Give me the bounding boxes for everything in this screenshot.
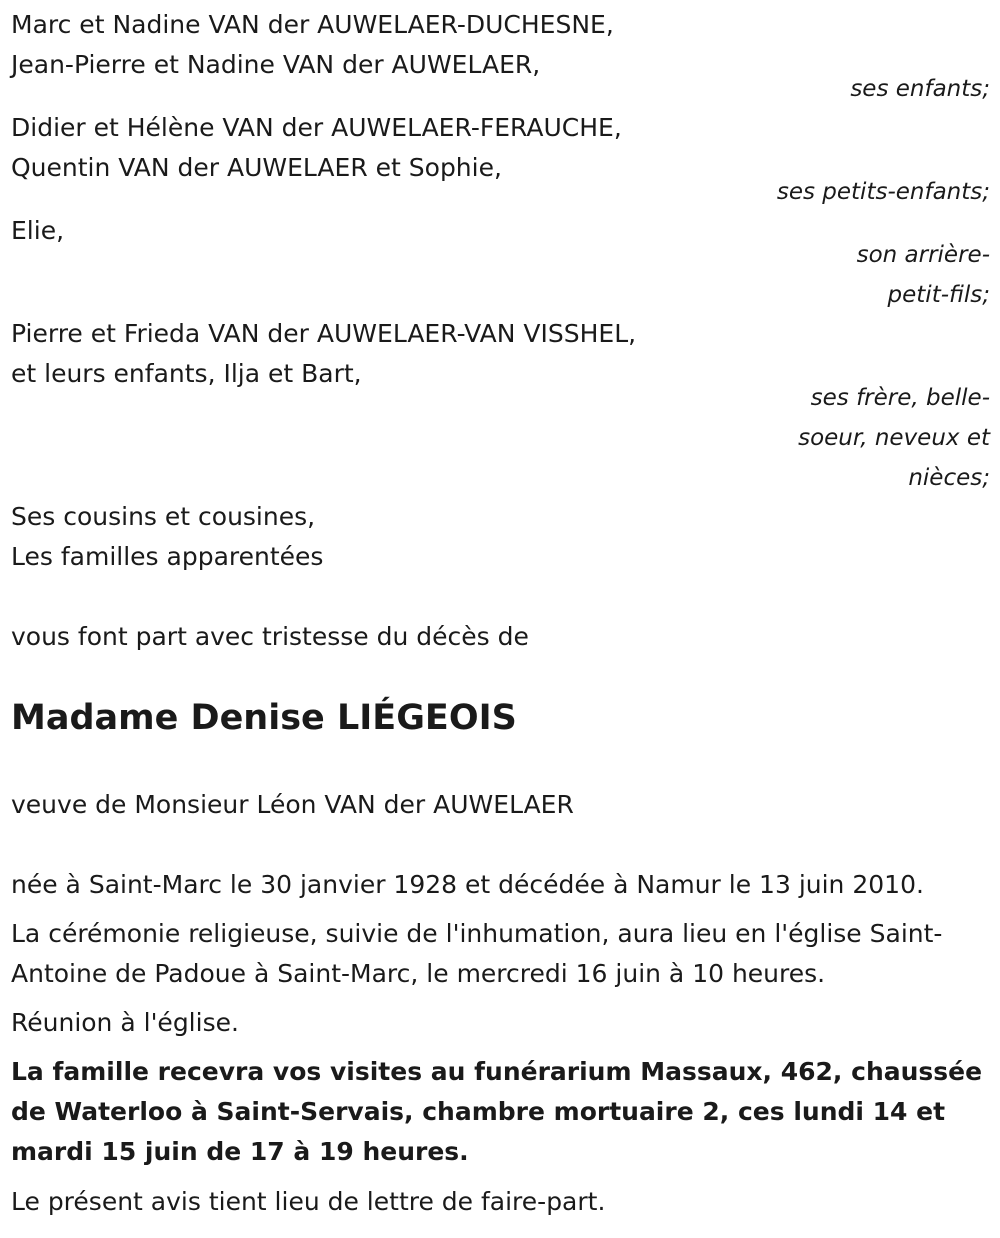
family-line: Quentin VAN der AUWELAER et Sophie, (11, 153, 502, 182)
family-line: Didier et Hélène VAN der AUWELAER-FERAUCHE, (11, 113, 622, 142)
family-line: Elie, (11, 216, 65, 245)
family-line: Ses cousins et cousines, (11, 502, 316, 531)
relation-label: ses petits-enfants; (776, 179, 990, 205)
deceased-name: Madame Denise LIÉGEOIS (11, 698, 517, 738)
reunion-text: Réunion à l'église. (11, 1008, 239, 1037)
family-line: Pierre et Frieda VAN der AUWELAER-VAN VISSHEL, (11, 319, 637, 348)
visits-text: mardi 15 juin de 17 à 19 heures. (11, 1137, 469, 1166)
visits-text: La famille recevra vos visites au funérarium Massaux, 462, chaussée (11, 1057, 983, 1086)
relation-label: soeur, neveux et (798, 425, 990, 451)
announcement-text: vous font part avec tristesse du décès de (11, 622, 529, 651)
family-line: et leurs enfants, Ilja et Bart, (11, 359, 362, 388)
widow-of-text: veuve de Monsieur Léon VAN der AUWELAER (11, 790, 574, 819)
family-line: Marc et Nadine VAN der AUWELAER-DUCHESNE, (11, 10, 614, 39)
ceremony-text: Antoine de Padoue à Saint-Marc, le mercredi 16 juin à 10 heures. (11, 959, 826, 988)
visits-text: de Waterloo à Saint-Servais, chambre mortuaire 2, ces lundi 14 et (11, 1097, 946, 1126)
birth-death-text: née à Saint-Marc le 30 janvier 1928 et décédée à Namur le 13 juin 2010. (11, 870, 924, 899)
closing-text: Le présent avis tient lieu de lettre de faire-part. (11, 1187, 606, 1216)
relation-label: petit-fils; (887, 282, 990, 308)
relation-label: son arrière- (856, 242, 990, 268)
ceremony-text: La cérémonie religieuse, suivie de l'inhumation, aura lieu en l'église Saint- (11, 919, 943, 948)
relation-label: ses frère, belle- (810, 385, 990, 411)
family-line: Jean-Pierre et Nadine VAN der AUWELAER, (11, 50, 541, 79)
family-line: Les familles apparentées (11, 542, 324, 571)
relation-label: ses enfants; (850, 76, 990, 102)
relation-label: nièces; (908, 465, 990, 491)
